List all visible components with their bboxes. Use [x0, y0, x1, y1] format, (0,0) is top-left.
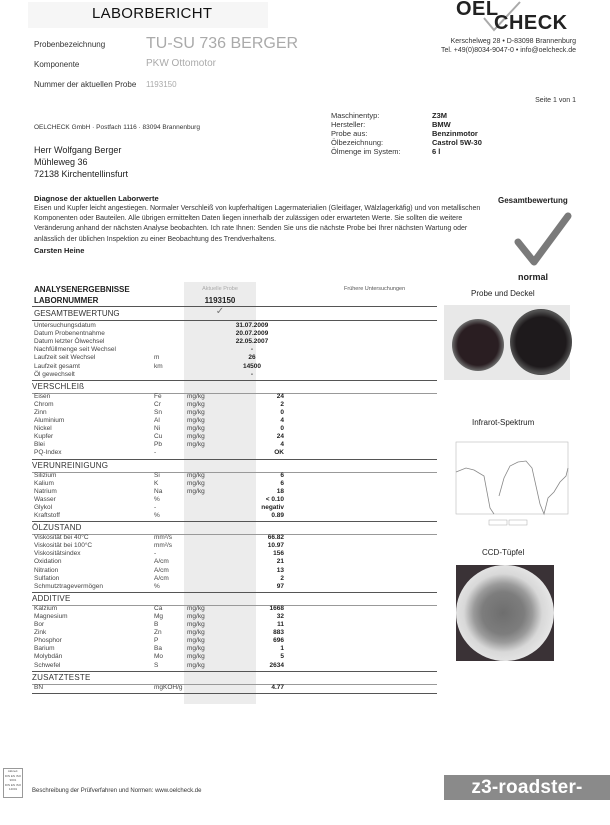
row-symbol: mm²/s — [154, 542, 173, 550]
row-symbol: % — [154, 495, 160, 503]
logo-oel-text: OEL — [456, 0, 499, 20]
divider — [32, 459, 437, 460]
machine-value: 6 l — [432, 147, 441, 156]
table-row — [32, 583, 437, 591]
table-row — [32, 441, 437, 449]
row-value: 10.97 — [267, 542, 284, 550]
table-row — [32, 605, 437, 613]
table-row — [32, 488, 437, 496]
table-row — [32, 330, 437, 338]
ir-spectrum-title: Infrarot-Spektrum — [472, 418, 535, 427]
row-name: Barium — [34, 645, 55, 653]
page-number: Seite 1 von 1 — [535, 97, 576, 104]
row-unit: mg/kg — [187, 487, 205, 495]
row-symbol: mm²/s — [154, 534, 173, 542]
row-unit: mg/kg — [187, 612, 205, 620]
row-symbol: Cu — [154, 433, 163, 441]
table-row — [32, 496, 437, 504]
row-name: Viskositätsindex — [34, 550, 81, 558]
row-name: Magnesium — [34, 612, 68, 620]
table-row — [32, 338, 437, 346]
table-row — [32, 401, 437, 409]
row-value: 2 — [280, 400, 284, 408]
group-heading: VERSCHLEIß — [32, 381, 85, 391]
ccd-spot-image — [456, 565, 554, 661]
row-value: 883 — [273, 629, 284, 637]
row-symbol: % — [154, 512, 160, 519]
probenbezeichnung-label: Probenbezeichnung — [34, 40, 106, 49]
row-unit: mg/kg — [187, 645, 205, 653]
table-row — [32, 504, 437, 512]
row-unit: mg/kg — [187, 637, 205, 645]
recipient-name: Herr Wolfgang Berger — [34, 145, 122, 155]
row-value: 1 — [280, 645, 284, 653]
row-name: Silizium — [34, 471, 57, 479]
row-unit: mg/kg — [187, 629, 205, 637]
row-name: Zinn — [34, 408, 47, 416]
row-name: Kalium — [34, 479, 54, 487]
row-symbol: B — [154, 621, 159, 628]
table-row — [32, 409, 437, 417]
table-row — [32, 480, 437, 488]
divider — [32, 320, 437, 321]
table-row — [32, 629, 437, 637]
gesamt-check-icon: ✓ — [215, 306, 225, 317]
recipient-city: 72138 Kirchentellinsfurt — [34, 169, 129, 179]
row-name: Nitration — [34, 566, 59, 574]
row-name: Kraftstoff — [34, 512, 60, 519]
table-row — [32, 645, 437, 653]
row-value: negativ — [261, 503, 284, 511]
row-unit: mg/kg — [187, 441, 205, 449]
report-title: LABORBERICHT — [92, 5, 213, 22]
row-unit: mg/kg — [187, 425, 205, 433]
row-name: Blei — [34, 441, 45, 449]
row-value: 20.07.2009 — [235, 330, 269, 338]
machine-value: Z3M — [432, 111, 447, 120]
row-value: 32 — [276, 612, 284, 620]
row-symbol: Fe — [154, 392, 162, 400]
row-value: 22.05.2007 — [235, 338, 269, 346]
probenbezeichnung-value: TU-SU 736 BERGER — [146, 35, 299, 52]
row-name: PQ-Index — [34, 449, 62, 457]
sender-line: OELCHECK GmbH · Postfach 1116 · 83094 Brannenburg — [34, 124, 200, 131]
overall-status: normal — [518, 272, 549, 282]
komponente-value: PKW Ottomotor — [146, 58, 217, 69]
table-row — [32, 653, 437, 661]
table-row — [32, 512, 437, 520]
row-name: Natrium — [34, 487, 57, 495]
table-row — [32, 393, 437, 401]
cert-line: Akkred. — [7, 769, 19, 773]
group-heading: ÖLZUSTAND — [32, 523, 82, 533]
table-row — [32, 534, 437, 542]
table-row — [32, 567, 437, 575]
watermark: z3-roadster-forum.de — [444, 775, 610, 800]
row-unit: mg/kg — [187, 604, 205, 612]
table-row — [32, 613, 437, 621]
row-name: BN — [34, 683, 44, 691]
row-value: 696 — [273, 637, 284, 645]
row-unit: mg/kg — [187, 417, 205, 424]
divider — [32, 521, 437, 522]
row-symbol: - — [154, 550, 157, 558]
row-value: 31.07.2009 — [235, 322, 269, 329]
machine-label: Maschinentyp: — [331, 111, 380, 120]
sample-bottle-right — [510, 309, 572, 375]
table-row — [32, 558, 437, 566]
row-symbol: - — [154, 503, 157, 511]
row-value: 24 — [276, 392, 284, 400]
row-symbol: - — [154, 449, 157, 457]
sample-bottle-left — [452, 319, 504, 371]
row-symbol: Ca — [154, 604, 163, 612]
row-symbol: Ni — [154, 425, 161, 433]
row-symbol: K — [154, 479, 159, 487]
table-row — [32, 621, 437, 629]
row-name: Laufzeit seit Wechsel — [34, 354, 96, 362]
certification-badge — [3, 768, 23, 798]
row-value: 5 — [280, 653, 284, 661]
table-row — [32, 662, 437, 670]
machine-label: Probe aus: — [331, 129, 368, 138]
row-value: 4 — [280, 417, 284, 424]
row-symbol: Ba — [154, 645, 162, 653]
ir-legend-item-2 — [509, 520, 527, 525]
row-name: Sulfation — [34, 574, 60, 582]
table-row — [32, 550, 437, 558]
machine-value: Benzinmotor — [432, 129, 478, 138]
ccd-spot — [456, 565, 554, 661]
group-heading: ZUSATZTESTE — [32, 672, 91, 682]
row-unit: mg/kg — [187, 400, 205, 408]
diagnosis-text: Eisen und Kupfer leicht angestiegen. Normaler Verschleiß von kupferhaltigen Lagermaterialien (Gleitlager, Wälzlagerkäfig) und von metallischen Komponenten oder Bauteilen. Alle übrigen ermittelten Daten liegen innerhalb der zulässigen oder erwarteten Werte. Sie sollten die weitere Veränderung anhand der nächsten Analyse beobachten. Ich rate Ihnen: Senden Sie uns die nächste Probe bei Ihrer nächsten Wartung oder anlässlich der üblichen Inspektion zu einer Beobachtung des Trendverhaltens. — [34, 205, 481, 243]
row-symbol: mgKOH/g — [154, 683, 183, 691]
labnr-label: LABORNUMMER — [34, 296, 99, 305]
overall-heading: Gesamtbewertung — [498, 196, 568, 205]
row-name: Kalzium — [34, 604, 58, 612]
diagnosis-signer: Carsten Heine — [34, 246, 85, 255]
row-name: Öl gewechselt — [34, 370, 75, 378]
group-heading: VERUNREINIGUNG — [32, 460, 109, 470]
row-symbol: A/cm — [154, 558, 169, 566]
diagnosis-heading: Diagnose der aktuellen Laborwerte — [34, 194, 159, 203]
row-symbol: Na — [154, 487, 163, 495]
cert-line: DIN EN ISO — [4, 782, 22, 787]
row-symbol: P — [154, 637, 159, 645]
row-name: Oxidation — [34, 558, 62, 566]
row-name: Chrom — [34, 400, 54, 408]
divider — [32, 380, 437, 381]
machine-value: Castrol 5W-30 — [432, 138, 482, 147]
row-value: 4.77 — [271, 683, 284, 691]
logo-check-text: CHECK — [494, 12, 568, 34]
row-name: Molybdän — [34, 653, 63, 661]
row-value: 97 — [276, 582, 284, 590]
row-symbol: S — [154, 661, 159, 669]
row-symbol: Zn — [154, 629, 162, 637]
group-heading: ADDITIVE — [32, 593, 71, 603]
table-row — [32, 449, 437, 457]
cert-line: DIN EN ISO — [4, 773, 22, 778]
row-name: Schwefel — [34, 661, 61, 669]
previous-tests-label: Frühere Untersuchungen — [344, 286, 406, 292]
current-sample-label: Aktuelle Probe — [202, 286, 238, 292]
row-symbol: km — [154, 362, 163, 370]
divider — [32, 592, 437, 593]
row-value: 6 — [280, 471, 284, 479]
row-unit: mg/kg — [187, 433, 205, 441]
row-name: Eisen — [34, 392, 51, 400]
cert-line: 9001 — [9, 778, 17, 782]
row-name: Glykol — [34, 503, 53, 511]
divider — [32, 671, 437, 672]
machine-label: Ölbezeichnung: — [331, 138, 384, 147]
row-value: 11 — [277, 621, 284, 628]
footer-text: Beschreibung der Prüfverfahren und Normen: www.oelcheck.de — [32, 788, 202, 794]
row-symbol: Pb — [154, 441, 162, 449]
row-name: Zink — [34, 629, 47, 637]
table-row — [32, 433, 437, 441]
table-row — [32, 542, 437, 550]
machine-value: BMW — [432, 120, 451, 129]
overall-check-icon — [512, 212, 572, 268]
company-address: Kerschelweg 28 • D-83098 Brannenburg — [450, 38, 576, 45]
table-row — [32, 363, 437, 371]
table-row — [32, 354, 437, 362]
cert-line: 14001 — [8, 787, 18, 791]
row-value: 4 — [280, 441, 284, 449]
row-value: - — [250, 346, 254, 354]
row-symbol: Sn — [154, 408, 162, 416]
row-symbol: Si — [154, 471, 160, 479]
ir-spectrum-line — [456, 461, 568, 514]
row-value: 21 — [276, 558, 284, 566]
row-name: Phosphor — [34, 637, 62, 645]
analysis-heading: ANALYSENERGEBNISSE — [34, 285, 130, 294]
oelcheck-logo — [432, 0, 582, 36]
row-value: 66.82 — [267, 534, 284, 542]
row-name: Datum Probenentnahme — [34, 330, 105, 338]
machine-label: Ölmenge im System: — [331, 147, 401, 156]
row-unit: mg/kg — [187, 621, 205, 628]
table-row — [32, 637, 437, 645]
row-value: 1668 — [269, 604, 284, 612]
table-row — [32, 684, 437, 692]
divider — [32, 693, 437, 694]
table-row — [32, 472, 437, 480]
gesamt-label: GESAMTBEWERTUNG — [34, 309, 120, 318]
row-value: 13 — [276, 566, 284, 574]
table-row — [32, 346, 437, 354]
row-name: Nachfüllmenge seit Wechsel — [34, 346, 116, 354]
row-symbol: m — [154, 354, 160, 362]
row-name: Wasser — [34, 495, 56, 503]
labnr-value: 1193150 — [204, 296, 236, 305]
row-symbol: Mg — [154, 612, 164, 620]
row-name: Aluminium — [34, 417, 65, 424]
row-name: Schmutztragevermögen — [34, 582, 104, 590]
nummer-value: 1193150 — [146, 80, 177, 89]
row-symbol: Mo — [154, 653, 164, 661]
row-value: 6 — [280, 479, 284, 487]
row-symbol: A/cm — [154, 574, 169, 582]
table-row — [32, 322, 437, 330]
ir-plot-frame — [456, 442, 568, 514]
row-unit: mg/kg — [187, 408, 205, 416]
row-value: 18 — [276, 487, 284, 495]
row-name: Bor — [34, 621, 45, 628]
row-value: OK — [274, 449, 284, 457]
table-row — [32, 425, 437, 433]
komponente-label: Komponente — [34, 60, 80, 69]
row-symbol: Al — [154, 417, 160, 424]
row-name: Laufzeit gesamt — [34, 362, 80, 370]
ir-spectrum-chart — [444, 438, 570, 528]
table-row — [32, 371, 437, 379]
row-value: 0.89 — [271, 512, 284, 519]
row-name: Datum letzter Ölwechsel — [34, 338, 105, 346]
row-name: Nickel — [34, 425, 52, 433]
row-value: 156 — [273, 550, 284, 558]
nummer-label: Nummer der aktuellen Probe — [34, 80, 137, 89]
row-name: Viskosität bei 40°C — [34, 534, 89, 542]
row-unit: mg/kg — [187, 471, 205, 479]
row-symbol: A/cm — [154, 566, 169, 574]
row-symbol: % — [154, 582, 160, 590]
row-value: 0 — [280, 408, 284, 416]
row-unit: mg/kg — [187, 661, 205, 669]
recipient-street: Mühleweg 36 — [34, 157, 88, 167]
row-symbol: Cr — [154, 400, 161, 408]
sample-image-title: Probe und Deckel — [471, 289, 535, 298]
table-row — [32, 417, 437, 425]
row-name: Viskosität bei 100°C — [34, 542, 93, 550]
company-contact: Tel. +49(0)8034-9047-0 • info@oelcheck.de — [440, 47, 576, 54]
machine-label: Hersteller: — [331, 120, 366, 129]
row-value: 2 — [280, 574, 284, 582]
row-value: - — [250, 370, 254, 378]
row-value: 26 — [248, 354, 256, 362]
row-value: 0 — [280, 425, 284, 433]
row-name: Kupfer — [34, 433, 54, 441]
row-unit: mg/kg — [187, 392, 205, 400]
row-value: 24 — [276, 433, 284, 441]
row-unit: mg/kg — [187, 479, 205, 487]
row-value: 14500 — [242, 362, 262, 370]
row-name: Untersuchungsdatum — [34, 322, 96, 329]
sample-photo — [444, 305, 570, 380]
row-value: < 0.10 — [265, 495, 284, 503]
row-unit: mg/kg — [187, 653, 205, 661]
table-row — [32, 575, 437, 583]
ir-legend-item-1 — [489, 520, 507, 525]
row-value: 2634 — [269, 661, 284, 669]
ccd-title: CCD-Tüpfel — [482, 548, 525, 557]
